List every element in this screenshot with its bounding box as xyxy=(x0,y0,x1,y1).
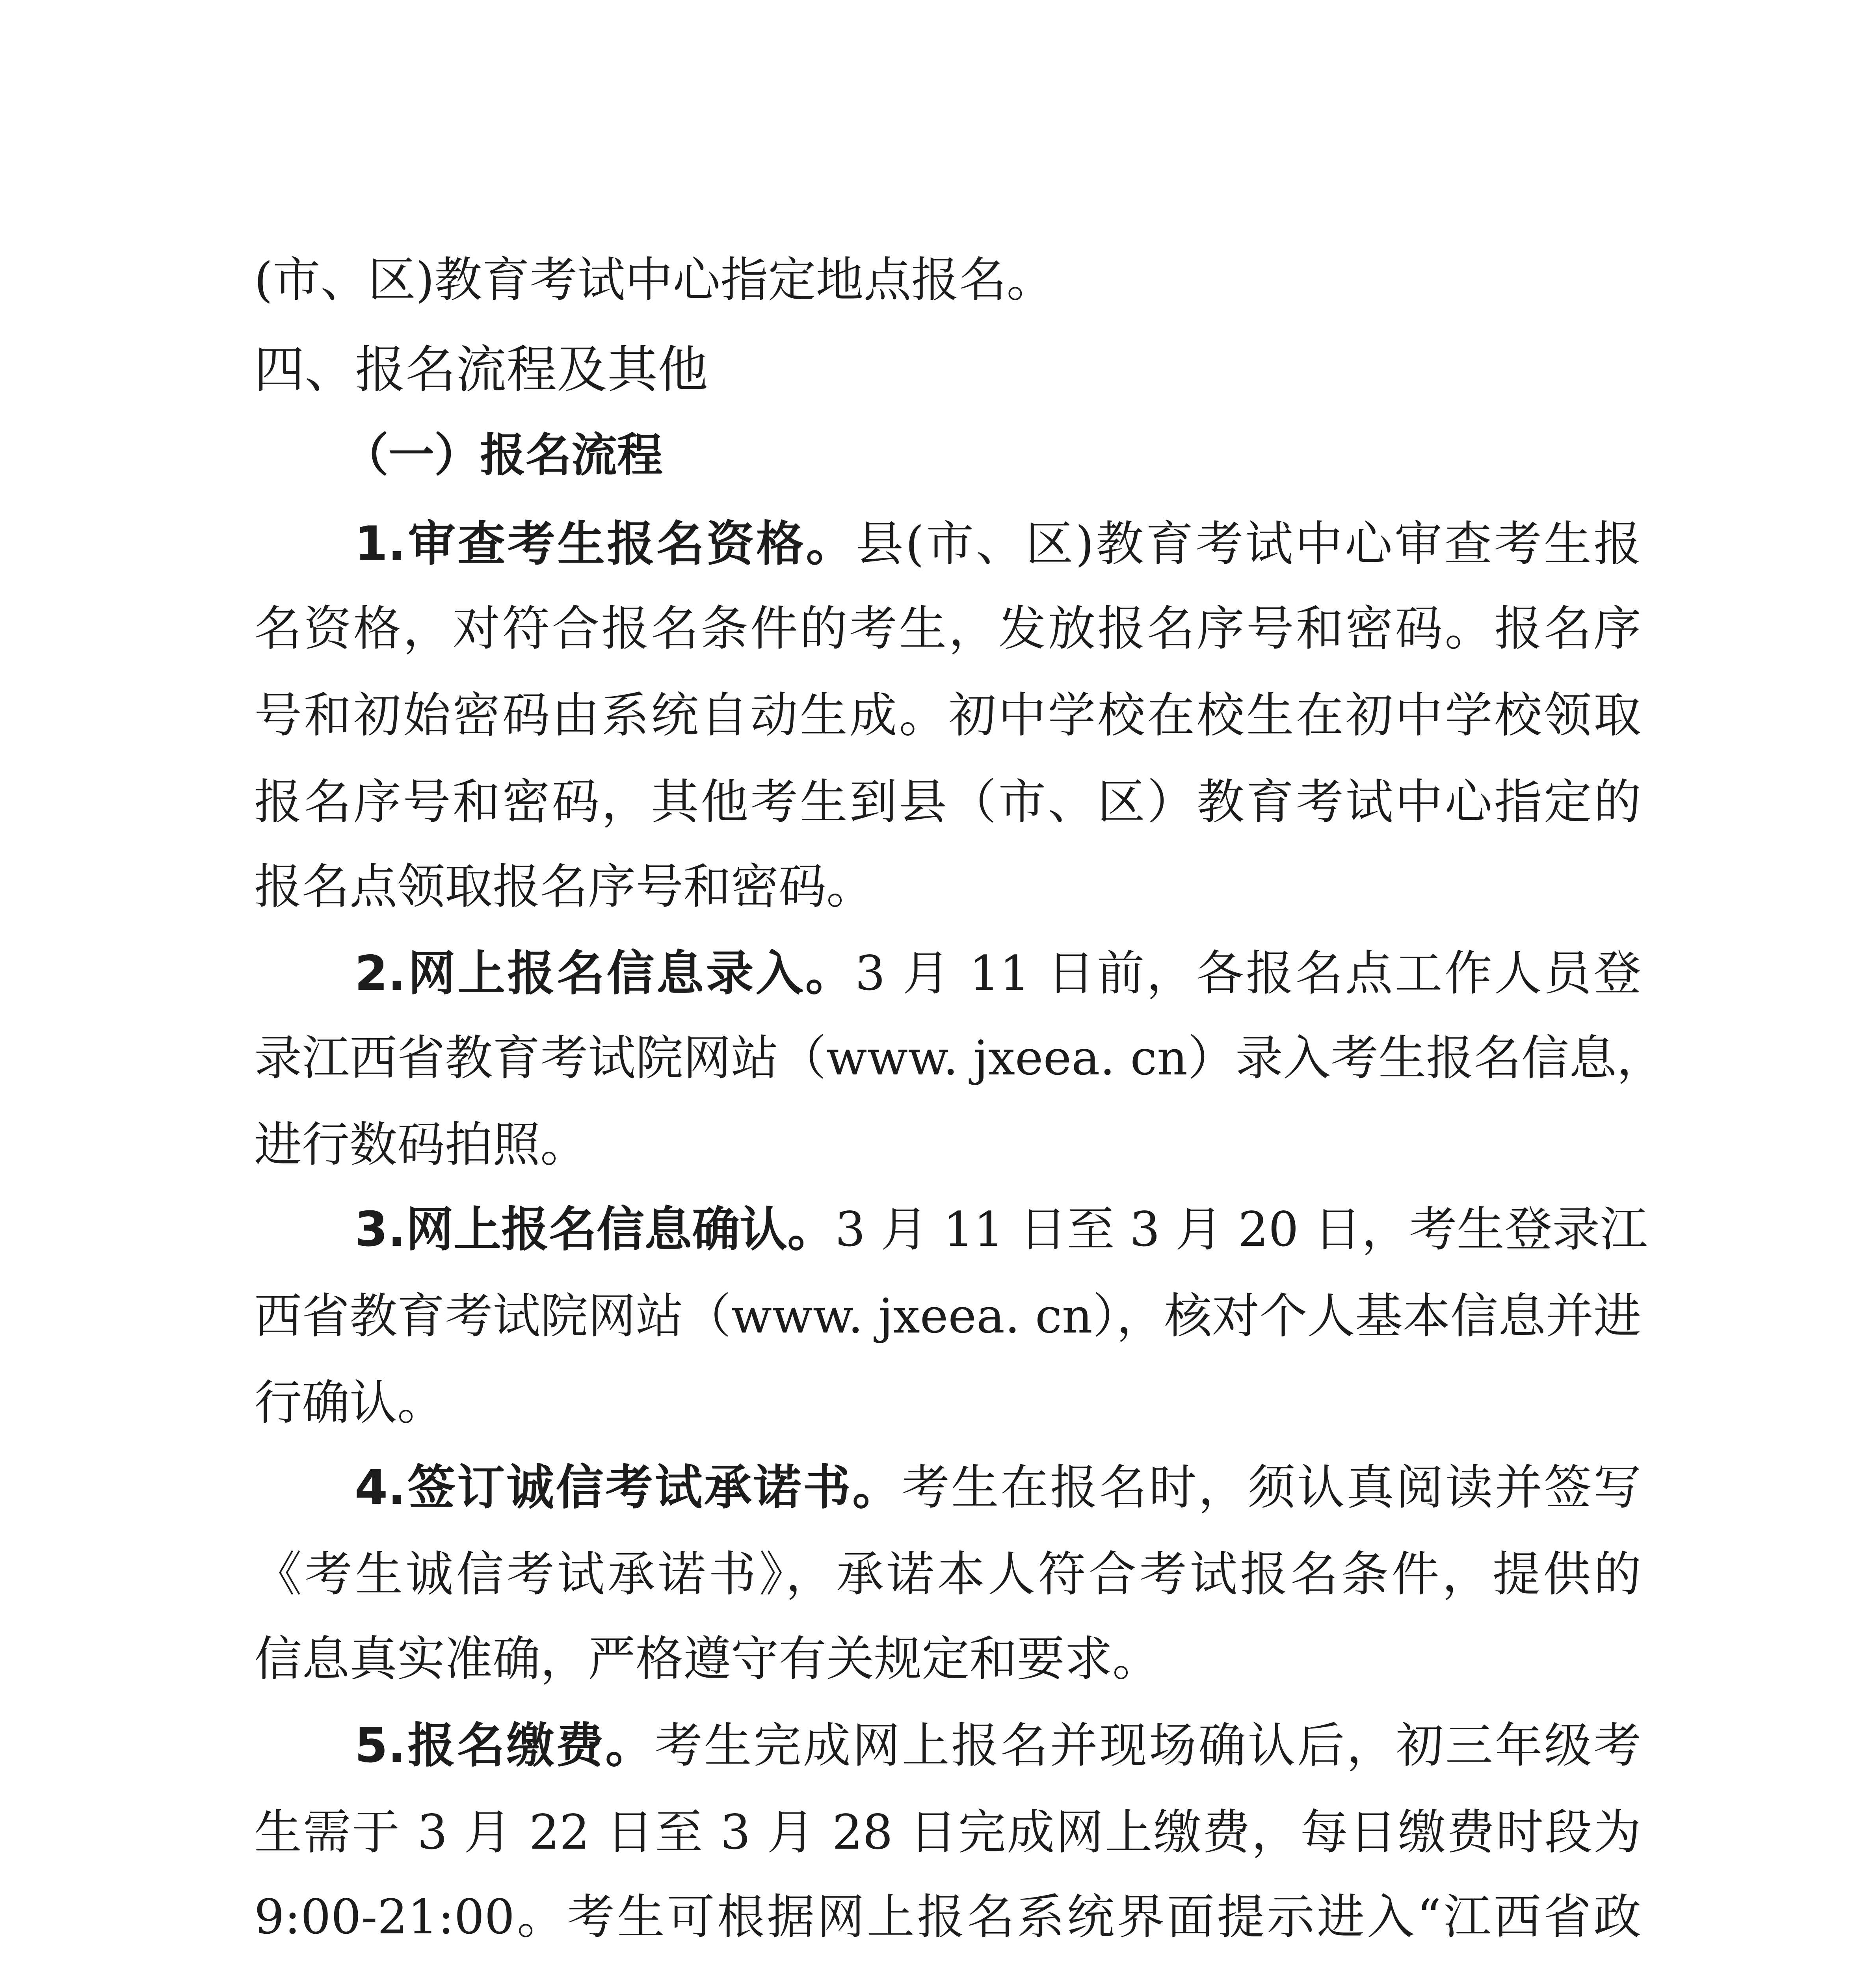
item-text: 3 月 11 日前，各报名点工作人员登 xyxy=(855,946,1641,1001)
paragraph-line xyxy=(355,1202,1648,1257)
paragraph-line: 名资格，对符合报名条件的考生，发放报名序号和密码。报名序 xyxy=(254,601,1641,656)
section-heading: 四、报名流程及其他 xyxy=(254,340,708,399)
paragraph-line: 9:00-21:00。考生可根据网上报名系统界面提示进入“江西省政 xyxy=(254,1889,1641,1945)
item-title: 5.报名缴费。 xyxy=(355,1718,655,1773)
paragraph-line: 西省教育考试院网站（www. jxeea. cn），核对个人基本信息并进 xyxy=(254,1288,1641,1344)
subsection-heading: （一）报名流程 xyxy=(343,429,663,482)
item-title: 3.网上报名信息确认。 xyxy=(355,1202,835,1257)
paragraph-line: 信息真实准确，严格遵守有关规定和要求。 xyxy=(254,1631,1160,1687)
paragraph-line xyxy=(355,946,1641,1001)
item-text: 县(市、区)教育考试中心审查考生报 xyxy=(855,516,1641,572)
paragraph-line xyxy=(355,1718,1641,1773)
item-title: 4.签订诚信考试承诺书。 xyxy=(355,1460,902,1515)
paragraph-line: (市、区)教育考试中心指定地点报名。 xyxy=(254,252,1054,308)
item-title: 1.审查考生报名资格。 xyxy=(355,516,856,572)
paragraph-line: 《考生诚信考试承诺书》，承诺本人符合考试报名条件，提供的 xyxy=(254,1546,1641,1602)
paragraph-line: 录江西省教育考试院网站（www. jxeea. cn）录入考生报名信息， xyxy=(254,1030,1665,1086)
item-text: 3 月 11 日至 3 月 20 日，考生登录江 xyxy=(835,1202,1648,1257)
item-text: 考生在报名时，须认真阅读并签写 xyxy=(902,1460,1641,1515)
paragraph-line xyxy=(355,1460,1641,1515)
paragraph-line: 报名点领取报名序号和密码。 xyxy=(254,859,874,914)
paragraph-line: 进行数码拍照。 xyxy=(254,1117,588,1173)
paragraph-line: 报名序号和密码，其他考生到县（市、区）教育考试中心指定的 xyxy=(254,774,1641,830)
paragraph-line: 行确认。 xyxy=(254,1375,445,1431)
paragraph-line xyxy=(355,516,1641,572)
paragraph-line: 号和初始密码由系统自动生成。初中学校在校生在初中学校领取 xyxy=(254,688,1641,743)
item-text: 考生完成网上报名并现场确认后，初三年级考 xyxy=(654,1718,1641,1773)
item-title: 2.网上报名信息录入。 xyxy=(355,946,855,1001)
paragraph-line: 生需于 3 月 22 日至 3 月 28 日完成网上缴费，每日缴费时段为 xyxy=(254,1805,1641,1860)
